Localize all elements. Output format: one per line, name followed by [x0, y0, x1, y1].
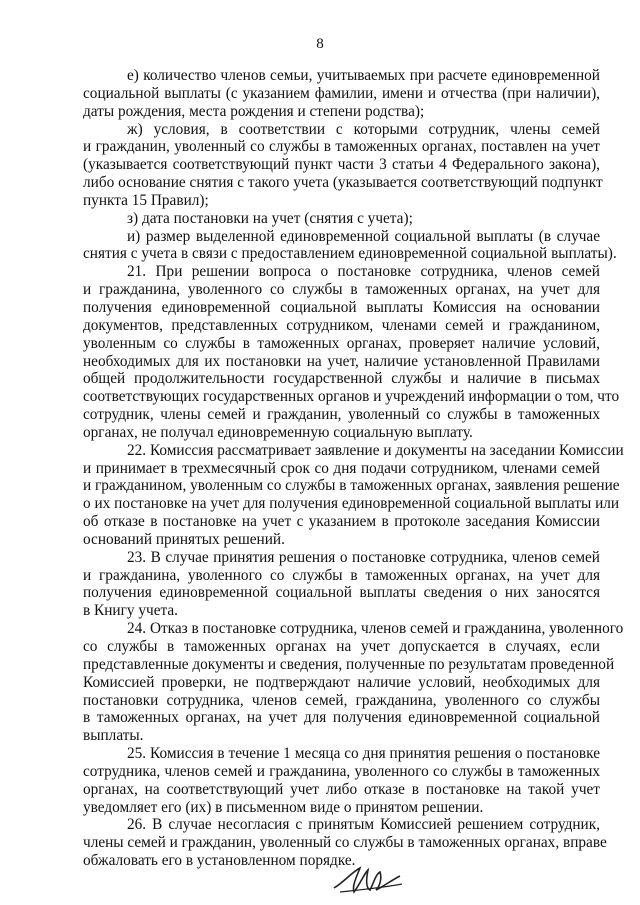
- text-line: органах, не получал единовременную социальную выплату.: [83, 423, 473, 441]
- paragraph: [83, 549, 600, 620]
- text-line: уведомляет его (их) в письменном виде о принятом решении.: [83, 798, 484, 816]
- text-line: получения единовременной социальной выплаты сведения о них заносятся: [83, 584, 600, 602]
- text-line: и) размер выделенной единовременной социальной выплаты (в случае: [127, 227, 600, 245]
- text-line: выплаты.: [83, 727, 144, 745]
- text-line: з) дата постановки на учет (снятия с учета);: [127, 209, 413, 227]
- text-line: уволенным со службы в таможенных органах, проверяет наличие условий,: [83, 334, 600, 352]
- text-line: социальной выплаты (с указанием фамилии, имени и отчества (при наличии),: [83, 84, 600, 102]
- document-body: [83, 67, 624, 870]
- text-line: сотрудник, члены семей и гражданин, уволенный со службы в таможенных: [83, 406, 600, 424]
- text-line: об отказе в постановке на учет с указанием в протоколе заседания Комиссии: [83, 513, 600, 531]
- text-line: общей продолжительности государственной службы и наличие в письмах: [83, 370, 600, 388]
- text-line: (указывается соответствующий пункт части 3 статьи 4 Федерального закона),: [83, 156, 600, 174]
- paragraph: [83, 120, 603, 210]
- text-line: пункта 15 Правил);: [83, 191, 209, 209]
- text-line: документов, представленных сотрудником, членами семей и гражданином,: [83, 316, 600, 334]
- text-line: 25. Комиссия в течение 1 месяца со дня принятия решения о постановке: [127, 745, 600, 763]
- text-line: и принимает в трехмесячный срок со дня подачи сотрудником, членами семей: [83, 459, 600, 477]
- paragraph: [83, 227, 617, 264]
- text-line: оснований принятых решений.: [83, 530, 285, 548]
- paragraph: [83, 263, 620, 441]
- text-line: 24. Отказ в постановке сотрудника, членов семей и гражданина, уволенного: [127, 620, 624, 638]
- text-line: ж) условия, в соответствии с которыми сотрудник, члены семей: [127, 120, 600, 138]
- text-line: о их постановке на учет для получения единовременной социальной выплаты или: [83, 495, 620, 513]
- text-line: члены семей и гражданин, уволенный со службы в таможенных органах, вправе: [83, 834, 607, 852]
- paragraph: [83, 745, 600, 816]
- text-line: представленные документы и сведения, полученные по результатам проведенной: [83, 655, 615, 673]
- text-line: обжаловать его в установленном порядке.: [83, 852, 356, 870]
- text-line: и гражданином, уволенным со службы в таможенных органах, заявления решение: [83, 477, 620, 495]
- signature-initials: [330, 862, 410, 898]
- text-line: получения единовременной социальной выплаты Комиссия на основании: [83, 298, 600, 316]
- text-line: необходимых для их постановки на учет, наличие установленной Правилами: [83, 352, 600, 370]
- page-number: 8: [316, 36, 324, 52]
- text-line: 21. При решении вопроса о постановке сотрудника, членов семей: [127, 263, 600, 281]
- text-line: 22. Комиссия рассматривает заявление и документы на заседании Комиссии: [127, 441, 624, 459]
- text-line: либо основание снятия с такого учета (указывается соответствующий подпункт: [83, 174, 603, 192]
- text-line: снятия с учета в связи с предоставлением единовременной социальной выплаты).: [83, 245, 617, 263]
- text-line: е) количество членов семьи, учитываемых при расчете единовременной: [127, 67, 600, 84]
- text-line: постановки сотрудника, членов семей, гражданина, уволенного со службы: [83, 691, 600, 709]
- text-line: сотрудника, членов семей и гражданина, уволенного со службы в таможенных: [83, 762, 600, 780]
- text-line: в таможенных органах, на учет для получения единовременной социальной: [83, 709, 600, 727]
- text-line: со службы в таможенных органах на учет допускается в случаях, если: [83, 638, 600, 655]
- text-line: и гражданина, уволенного со службы в таможенных органах, на учет для: [83, 281, 600, 299]
- text-line: 23. В случае принятия решения о постановке сотрудника, членов семей: [127, 548, 600, 566]
- text-line: и гражданина, уволенного со службы в таможенных органах, на учет для: [83, 566, 600, 584]
- paragraph: [83, 441, 624, 549]
- paragraph: [83, 210, 600, 228]
- paragraph: [83, 67, 600, 121]
- paragraph: [83, 620, 624, 745]
- text-line: и гражданин, уволенный со службы в таможенных органах, поставлен на учет: [83, 138, 600, 156]
- text-line: даты рождения, места рождения и степени родства);: [83, 102, 425, 120]
- text-line: 26. В случае несогласия с принятым Комиссией решением сотрудник,: [127, 816, 600, 834]
- text-line: в Книгу учета.: [83, 602, 178, 620]
- text-line: органах, на соответствующий учет либо отказе в постановке на такой учет: [83, 780, 600, 798]
- text-line: Комиссией проверки, не подтверждают наличие условий, необходимых для: [83, 673, 600, 691]
- text-line: соответствующих государственных органов и учреждений информации о том, что: [83, 388, 620, 406]
